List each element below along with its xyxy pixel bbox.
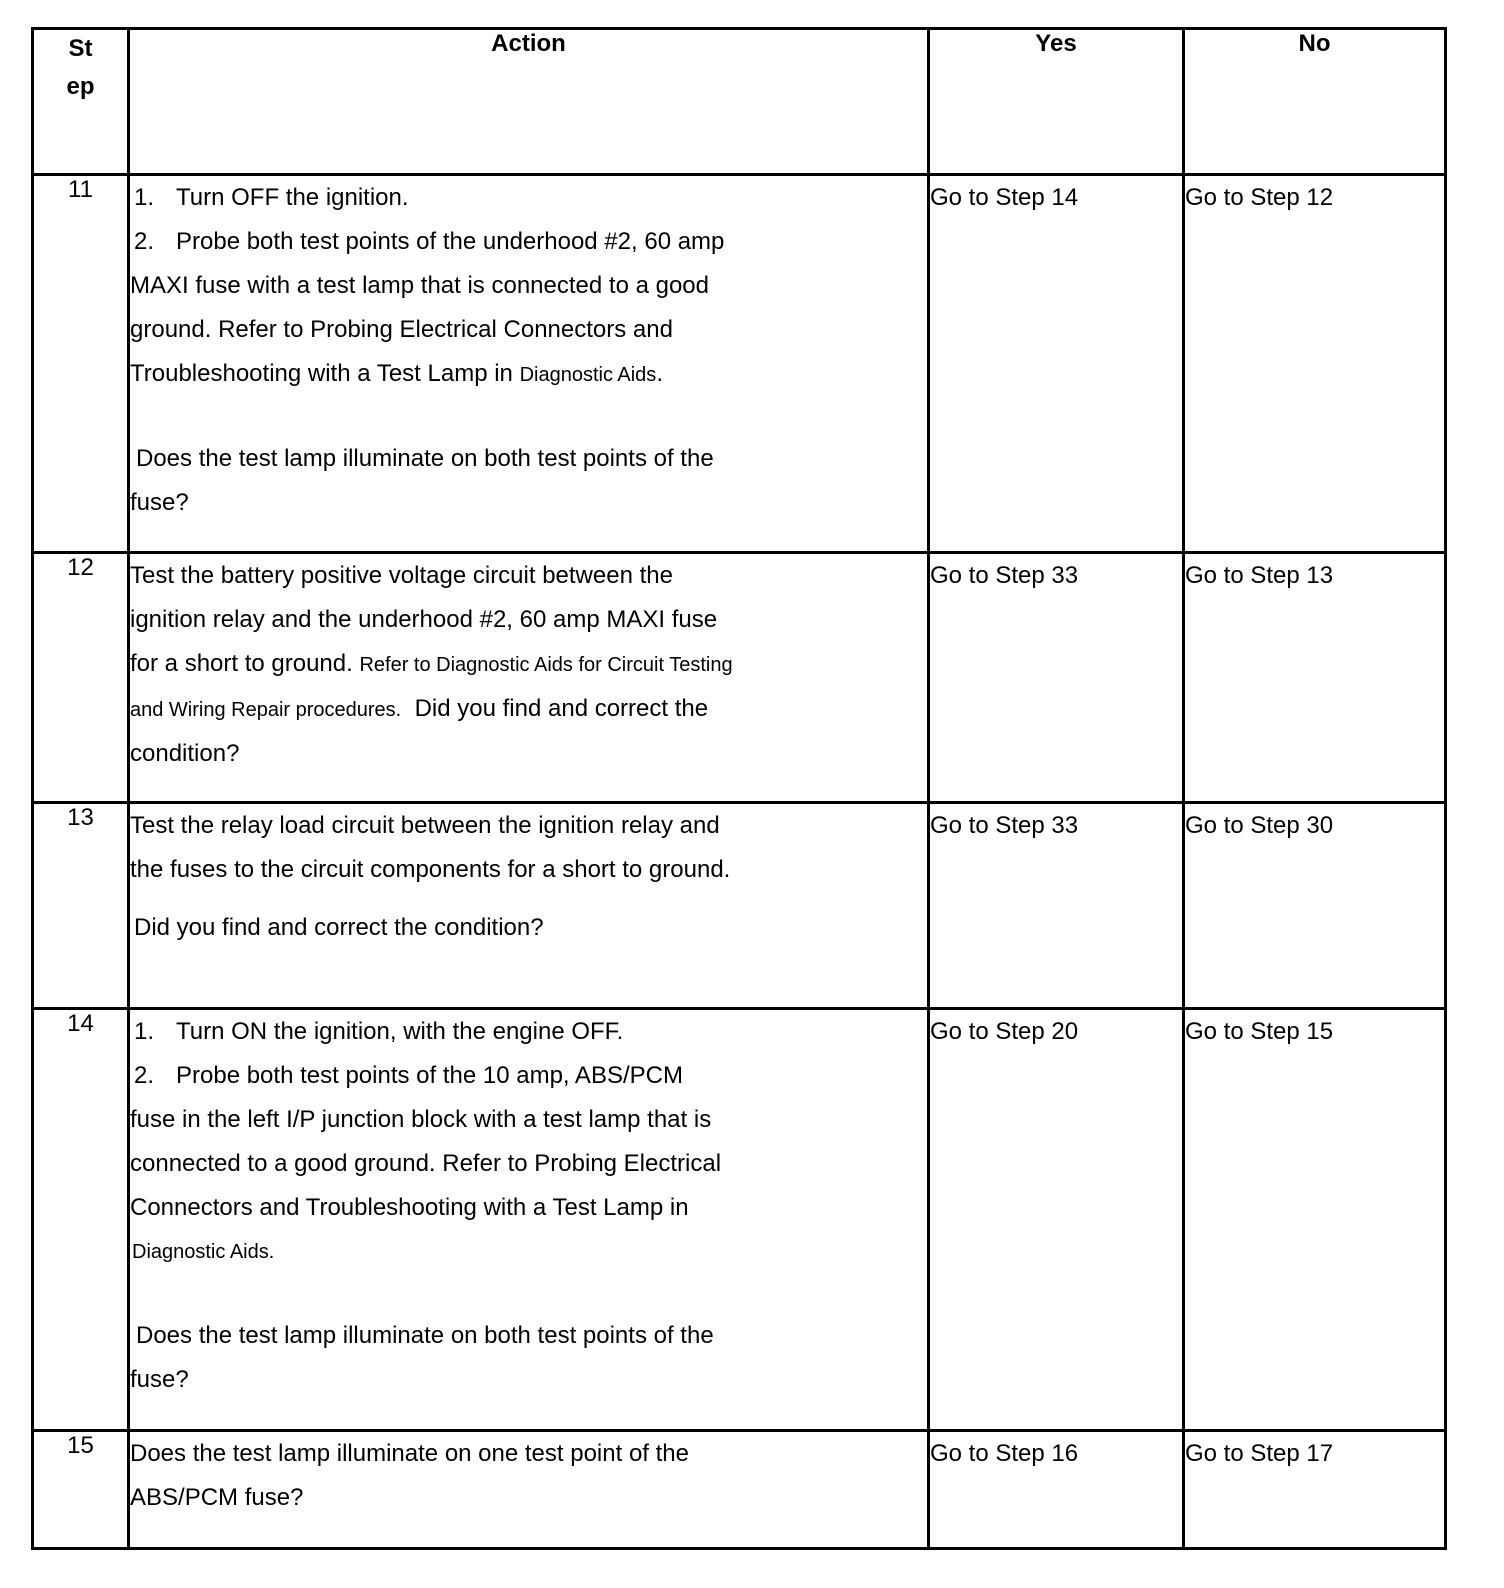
- reference-text: Refer to Diagnostic Aids for Circuit Testing: [359, 654, 733, 676]
- table-row-step-11: [33, 175, 1446, 553]
- header-step-line2: ep: [66, 73, 95, 100]
- step-number: 13: [33, 803, 129, 1009]
- question-text: condition?: [130, 740, 240, 767]
- yes-result: Go to Step 33: [929, 803, 1184, 1009]
- question-text: fuse?: [130, 489, 189, 516]
- diagnostic-table: [31, 27, 1447, 1550]
- step-number: 14: [33, 1009, 129, 1431]
- list-item: 2. Probe both test points of the 10 amp, ABS/PCM: [134, 1062, 683, 1089]
- action-text: the fuses to the circuit components for a short to ground.: [130, 856, 731, 883]
- action-cell: [129, 553, 929, 803]
- header-yes: Yes: [929, 29, 1184, 175]
- step-number: 11: [33, 175, 129, 553]
- action-text: Troubleshooting with a Test Lamp in Diagnostic Aids.: [130, 360, 663, 387]
- question-text: Does the test lamp illuminate on both test points of the: [136, 1322, 714, 1349]
- header-no: No: [1184, 29, 1446, 175]
- action-text: Test the battery positive voltage circuit between the: [130, 562, 673, 589]
- action-text: MAXI fuse with a test lamp that is connected to a good: [130, 272, 709, 299]
- question-text: ABS/PCM fuse?: [130, 1484, 304, 1511]
- action-text: connected to a good ground. Refer to Probing Electrical: [130, 1150, 722, 1177]
- table-row-step-14: [33, 1009, 1446, 1431]
- question-text: Does the test lamp illuminate on both test points of the: [136, 445, 714, 472]
- no-result: Go to Step 12: [1184, 175, 1446, 553]
- header-row: [33, 29, 1446, 175]
- question-text: fuse?: [130, 1366, 189, 1393]
- step-number: 12: [33, 553, 129, 803]
- reference-text: Diagnostic Aids.: [132, 1241, 275, 1263]
- action-text: fuse in the left I/P junction block with a test lamp that is: [130, 1106, 712, 1133]
- question-text: Does the test lamp illuminate on one test point of the: [130, 1440, 689, 1467]
- yes-result: Go to Step 16: [929, 1431, 1184, 1549]
- action-cell: [129, 1009, 929, 1431]
- reference-text: Diagnostic Aids: [519, 364, 657, 386]
- header-step: [33, 29, 129, 175]
- no-result: Go to Step 13: [1184, 553, 1446, 803]
- list-item: 2. Probe both test points of the underhood #2, 60 amp: [134, 228, 725, 255]
- step-number: 15: [33, 1431, 129, 1549]
- yes-result: Go to Step 20: [929, 1009, 1184, 1431]
- table-row-step-13: [33, 803, 1446, 1009]
- yes-result: Go to Step 33: [929, 553, 1184, 803]
- no-result: Go to Step 17: [1184, 1431, 1446, 1549]
- list-item: 1. Turn ON the ignition, with the engine OFF.: [134, 1018, 624, 1045]
- table-row-step-15: [33, 1431, 1446, 1549]
- question-text: Did you find and correct the condition?: [134, 914, 544, 941]
- action-text: ignition relay and the underhood #2, 60 amp MAXI fuse: [130, 606, 718, 633]
- action-text: and Wiring Repair procedures. Did you find and correct the: [130, 695, 709, 722]
- header-action: Action: [129, 29, 929, 175]
- no-result: Go to Step 30: [1184, 803, 1446, 1009]
- action-text: ground. Refer to Probing Electrical Connectors and: [130, 316, 673, 343]
- action-cell: [129, 175, 929, 553]
- yes-result: Go to Step 14: [929, 175, 1184, 553]
- reference-text: and Wiring Repair procedures.: [130, 699, 402, 721]
- action-cell: [129, 1431, 929, 1549]
- header-step-line1: St: [68, 35, 93, 62]
- action-cell: [129, 803, 929, 1009]
- list-item: 1. Turn OFF the ignition.: [134, 184, 409, 211]
- action-text: for a short to ground. Refer to Diagnostic Aids for Circuit Testing: [130, 650, 733, 677]
- action-text: Connectors and Troubleshooting with a Test Lamp in: [130, 1194, 689, 1221]
- no-result: Go to Step 15: [1184, 1009, 1446, 1431]
- action-text: Test the relay load circuit between the ignition relay and: [130, 812, 720, 839]
- table-row-step-12: [33, 553, 1446, 803]
